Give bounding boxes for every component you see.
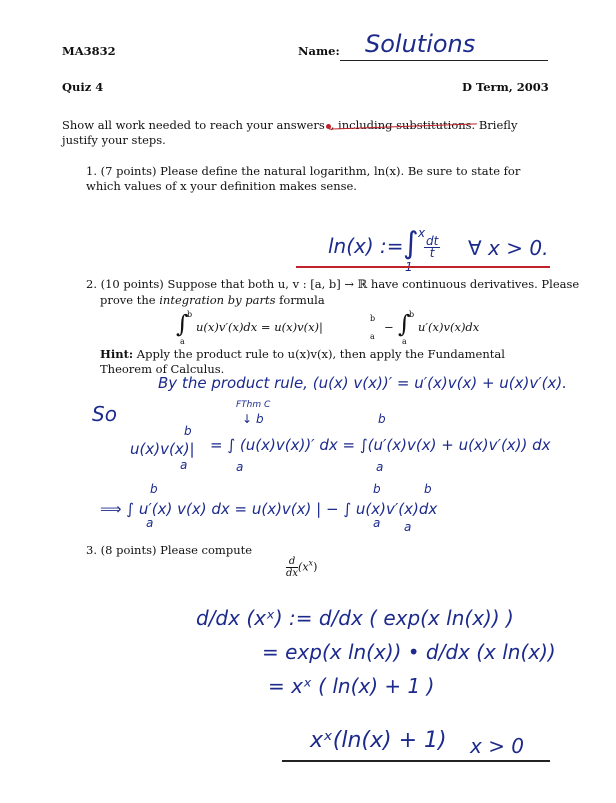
- q2-hw-line2-mid: = ∫ (u(x)v(x))′ dx = ∫(u′(x)v(x) + u(x)v′(x)) dx: [210, 436, 551, 454]
- q1-int-upper: x: [418, 226, 426, 240]
- term-label: D Term, 2003: [462, 80, 549, 94]
- instructions: [62, 118, 552, 148]
- formula-lower-2: a: [402, 337, 407, 346]
- q2-hw-bound-b1: b: [184, 424, 192, 438]
- q3-expr-num: d: [286, 556, 298, 568]
- q3-expr-sup: x: [308, 558, 314, 568]
- q2-hw-line2-lhs: u(x)v(x)|: [130, 440, 195, 458]
- q1-integral-sign: ∫: [403, 226, 419, 261]
- q2-text-line2: [100, 293, 325, 307]
- hint-label: Hint:: [100, 347, 134, 361]
- q2-text-line1: 2. (10 points) Suppose that both u, v : [a, b] → ℝ have continuous derivatives. Please: [86, 277, 580, 291]
- formula-upper-1: b: [187, 310, 193, 319]
- q2-hw-ftoc: FThm C: [236, 400, 271, 410]
- q3-hw-line3: = xˣ ( ln(x) + 1 ): [268, 674, 435, 698]
- q2-hw-bound-b5: b: [373, 482, 381, 496]
- formula-eval-lower: a: [370, 332, 375, 341]
- name-label: Name:: [298, 44, 340, 58]
- q2-hw-bound-a5: a: [373, 516, 381, 530]
- q3-hw-line1: d/dx (xˣ) := d/dx ( exp(x ln(x)) ): [196, 606, 514, 630]
- q1-text: 1. (7 points) Please define the natural logarithm, ln(x). Be sure to state for which values of x your definition makes sense.: [86, 164, 521, 193]
- q2-hint: [100, 347, 552, 377]
- course-code: MA3832: [62, 44, 116, 58]
- q1-answer-underline: [296, 266, 550, 268]
- q2-hw-bound-b6: b: [424, 482, 432, 496]
- q1-answer-lhs: ln(x) :=: [328, 234, 404, 258]
- q1-answer-condition: ∀ x > 0.: [468, 236, 549, 260]
- name-value: Solutions: [365, 30, 476, 58]
- instructions-before: Show all work needed to reach your answers: [62, 118, 325, 132]
- q2-hw-bound-a2: a: [236, 460, 244, 474]
- formula-upper-2: b: [409, 310, 415, 319]
- q3-expr-den: dx: [286, 568, 299, 579]
- q2-hw-bound-a6: a: [404, 520, 412, 534]
- q3-expr-arg: (x: [298, 560, 309, 574]
- q2-hw-ftoc-arrow: ↓: [242, 412, 253, 426]
- q2-text-em: integration by parts: [159, 293, 276, 307]
- instructions-after: Briefly justify your steps.: [62, 118, 518, 147]
- q1-frac-num: dt: [426, 234, 439, 248]
- q2-hw-bound-b2: b: [256, 412, 264, 426]
- formula-integral-2: ∫: [398, 310, 411, 338]
- q2-hw-so: So: [92, 402, 117, 426]
- formula-minus: −: [384, 320, 394, 334]
- quiz-title: Quiz 4: [62, 80, 104, 94]
- formula-integral-1: ∫: [176, 310, 189, 338]
- q3-hw-line2: = exp(x ln(x)) • d/dx (x ln(x)): [262, 640, 556, 664]
- q2-hw-bound-a3: a: [376, 460, 384, 474]
- formula-lower-1: a: [180, 337, 185, 346]
- q2-hw-bound-a4: a: [146, 516, 154, 530]
- q2-hw-bound-b4: b: [150, 482, 158, 496]
- formula-rhs: u′(x)v(x)dx: [418, 320, 480, 334]
- q2-hw-bound-a1: a: [180, 458, 188, 472]
- q3-hw-answer: xˣ(ln(x) + 1): [310, 728, 447, 753]
- q3-answer-underline: [282, 760, 550, 762]
- q2-hw-bound-b3: b: [378, 412, 386, 426]
- q3-expr-close: ): [313, 560, 318, 574]
- q3-hw-answer-cond: x > 0: [470, 734, 525, 758]
- instructions-struck: , including substitutions.: [330, 118, 476, 132]
- q2-hw-line3: ⟹ ∫ u′(x) v(x) dx = u(x)v(x) | − ∫ u(x)v′(x)dx: [100, 500, 438, 518]
- q2-hw-product-rule: By the product rule, (u(x) v(x))′ = u′(x)v(x) + u(x)v′(x).: [158, 374, 568, 392]
- q3-text: 3. (8 points) Please compute: [86, 543, 253, 557]
- formula-eval-upper: b: [370, 314, 376, 323]
- hint-text: Apply the product rule to u(x)v(x), then apply the Fundamental Theorem of Calculus.: [100, 347, 505, 376]
- formula-lhs: u(x)v′(x)dx = u(x)v(x)|: [196, 320, 323, 334]
- q2-text-post: formula: [275, 293, 325, 307]
- name-underline: [340, 60, 548, 61]
- q2-text-pre: prove the: [100, 293, 160, 307]
- q3-expression: [286, 556, 317, 579]
- q1-frac-den: t: [429, 246, 435, 260]
- q1-fraction: [424, 236, 440, 259]
